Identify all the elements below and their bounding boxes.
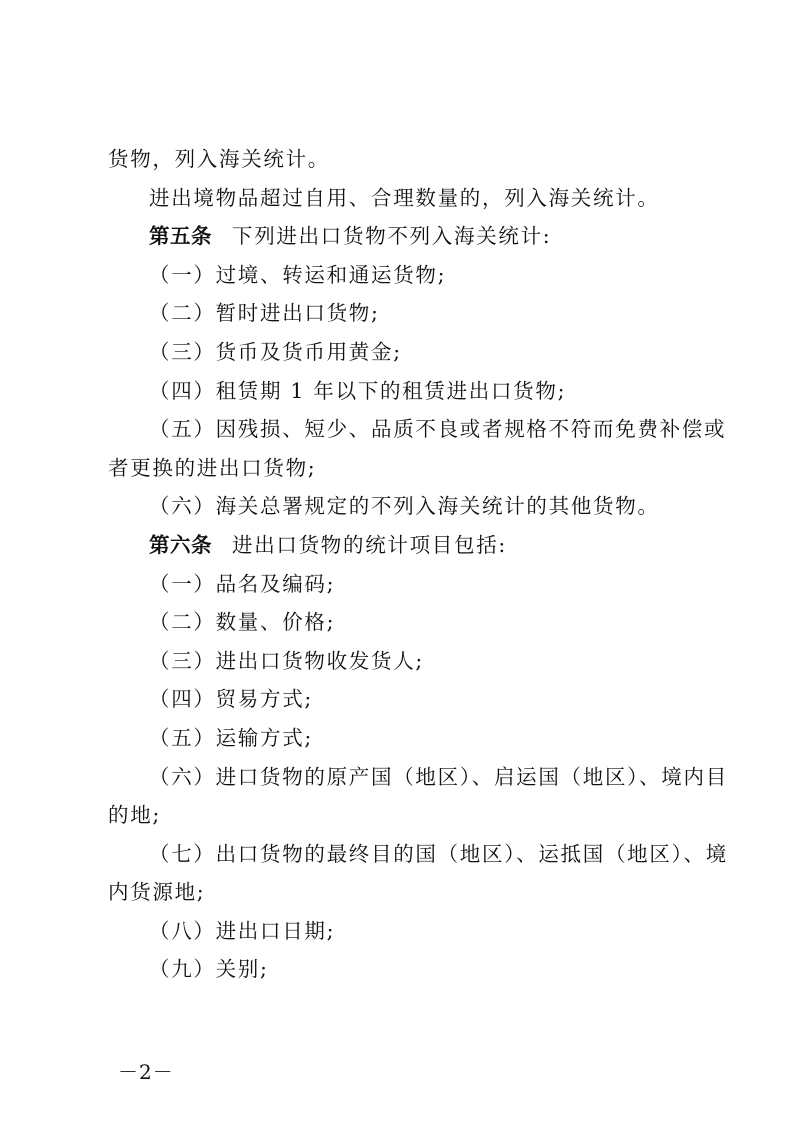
list-item: （六）海关总署规定的不列入海关统计的其他货物。: [149, 494, 660, 519]
list-item: （三）货币及货币用黄金;: [149, 339, 402, 364]
list-item: （八）进出口日期;: [149, 918, 336, 943]
list-item-continuation: 的地;: [108, 803, 162, 828]
page-number: －2－: [118, 1060, 174, 1084]
article-heading: 第六条: [149, 532, 212, 557]
list-item-continuation: 者更换的进出口货物;: [108, 455, 317, 480]
list-item: （二）数量、价格;: [149, 610, 336, 635]
list-item: （二）暂时进出口货物;: [149, 301, 380, 326]
article-text: 下列进出口货物不列入海关统计:: [232, 224, 552, 249]
list-item: （四）贸易方式;: [149, 687, 314, 712]
article-heading: 第五条: [149, 224, 212, 249]
list-item: （三）进出口货物收发货人;: [149, 648, 425, 673]
paragraph-line: 货物，列入海关统计。: [108, 147, 330, 171]
article-line-5: [108, 217, 700, 256]
list-item: （一）过境、转运和通运货物;: [149, 262, 447, 287]
article-text: 进出口货物的统计项目包括:: [232, 532, 508, 557]
article-line-6: [108, 526, 700, 565]
list-item: （七）出口货物的最终目的国（地区）、运抵国（地区）、境: [149, 841, 728, 866]
list-item: （一）品名及编码;: [149, 571, 336, 596]
list-item-continuation: 内货源地;: [108, 880, 206, 905]
document-body: [108, 140, 728, 989]
list-item: （九）关别;: [149, 957, 269, 982]
list-item: （五）因残损、短少、品质不良或者规格不符而免费补偿或: [149, 417, 727, 442]
list-item: （五）运输方式;: [149, 725, 314, 750]
list-item: （六）进口货物的原产国（地区）、启运国（地区）、境内目: [149, 764, 728, 789]
paragraph-line: 进出境物品超过自用、合理数量的，列入海关统计。: [149, 185, 660, 210]
list-item: （四）租赁期 1 年以下的租赁进出口货物;: [149, 378, 567, 403]
